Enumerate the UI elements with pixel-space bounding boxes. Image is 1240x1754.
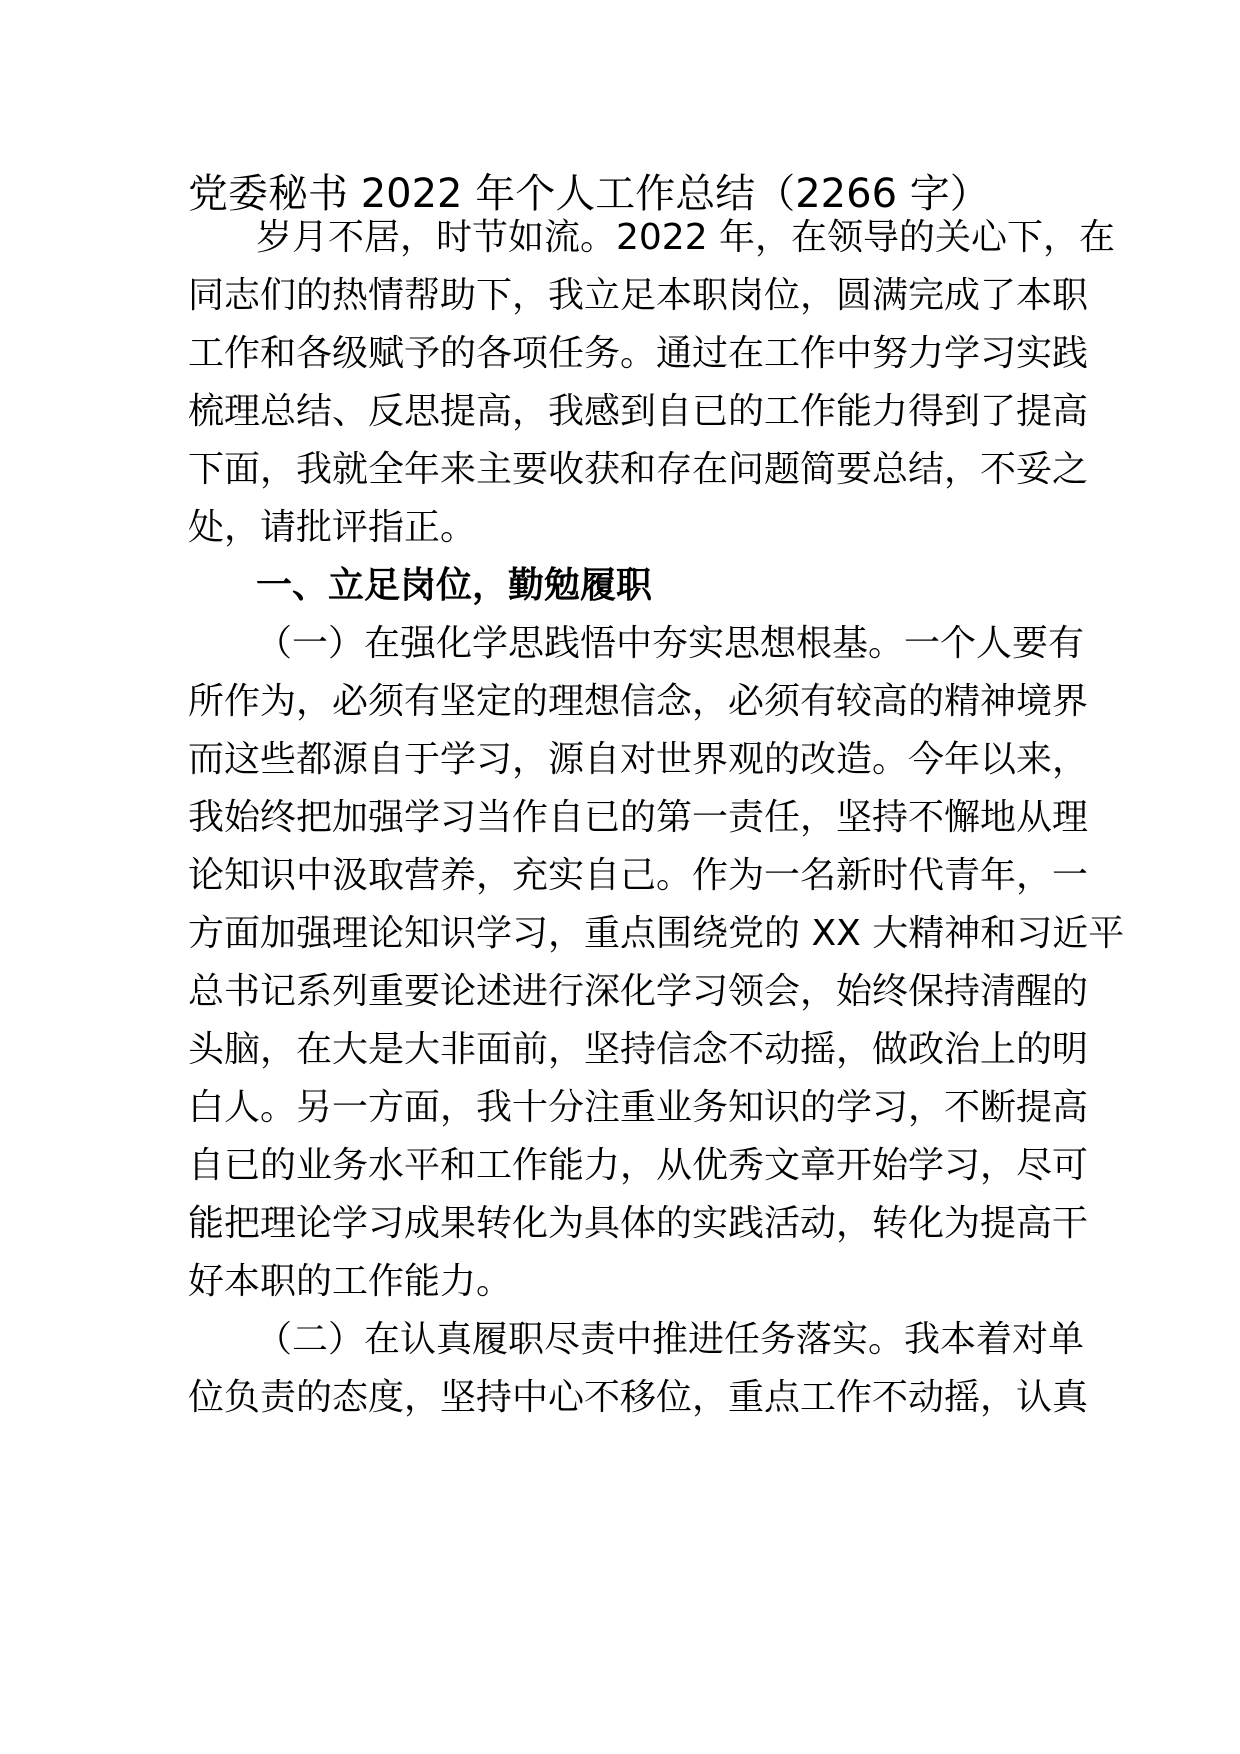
paragraph-line: 岁月不居，时节如流。2022 年，在领导的关心下，在 — [256, 217, 1116, 258]
paragraph-line: 下面，我就全年来主要收获和存在问题简要总结，不妥之 — [188, 449, 1089, 490]
paragraph-line: 好本职的工作能力。 — [188, 1261, 513, 1302]
paragraph-line: 位负责的态度，坚持中心不移位，重点工作不动摇，认真 — [188, 1377, 1089, 1418]
paragraph-line: 所作为，必须有坚定的理想信念，必须有较高的精神境界 — [188, 681, 1089, 722]
paragraph-line: 论知识中汲取营养，充实自己。作为一名新时代青年，一 — [188, 855, 1089, 896]
paragraph-line: 处，请批评指正。 — [188, 507, 477, 548]
section-heading: 一、立足岗位，勤勉履职 — [256, 565, 653, 606]
paragraph-line: （二）在认真履职尽责中推进任务落实。我本着对单 — [256, 1319, 1085, 1360]
paragraph-line: 工作和各级赋予的各项任务。通过在工作中努力学习实践 — [188, 333, 1089, 374]
document-title: 党委秘书 2022 年个人工作总结（2266 字） — [188, 171, 990, 217]
paragraph-line: 头脑，在大是大非面前，坚持信念不动摇，做政治上的明 — [188, 1029, 1089, 1070]
paragraph-line: 而这些都源自于学习，源自对世界观的改造。今年以来， — [188, 739, 1089, 780]
paragraph-line: 方面加强理论知识学习，重点围绕党的 XX 大精神和习近平 — [188, 913, 1125, 954]
paragraph-line: 自已的业务水平和工作能力，从优秀文章开始学习，尽可 — [188, 1145, 1089, 1186]
paragraph-line: （一）在强化学思践悟中夯实思想根基。一个人要有 — [256, 623, 1085, 664]
paragraph-line: 梳理总结、反思提高，我感到自已的工作能力得到了提高 — [188, 391, 1089, 432]
paragraph-line: 总书记系列重要论述进行深化学习领会，始终保持清醒的 — [188, 971, 1089, 1012]
paragraph-line: 同志们的热情帮助下，我立足本职岗位，圆满完成了本职 — [188, 275, 1089, 316]
paragraph-line: 我始终把加强学习当作自已的第一责任，坚持不懈地从理 — [188, 797, 1089, 838]
paragraph-line: 能把理论学习成果转化为具体的实践活动，转化为提高干 — [188, 1203, 1089, 1244]
paragraph-line: 白人。另一方面，我十分注重业务知识的学习，不断提高 — [188, 1087, 1089, 1128]
